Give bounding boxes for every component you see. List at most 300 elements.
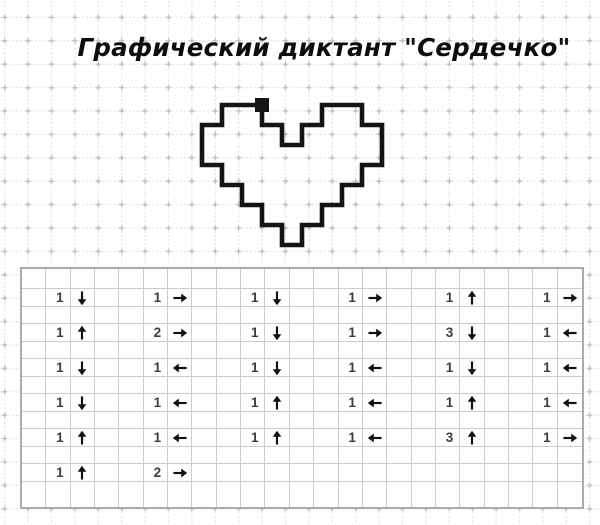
table-cell <box>558 342 582 359</box>
table-cell <box>119 342 143 359</box>
step-direction <box>558 394 582 412</box>
table-cell <box>119 359 143 377</box>
table-cell <box>192 289 216 307</box>
table-cell <box>363 447 387 464</box>
table-cell <box>71 482 95 507</box>
table-cell <box>485 324 509 342</box>
table-cell <box>95 269 119 289</box>
table-cell <box>217 342 241 359</box>
table-cell <box>339 342 363 359</box>
table-cell <box>144 412 168 429</box>
table-cell <box>265 307 289 324</box>
table-cell <box>168 269 192 289</box>
table-cell <box>436 269 460 289</box>
step-count: 1 <box>533 394 557 412</box>
table-cell <box>363 342 387 359</box>
table-cell <box>265 269 289 289</box>
table-cell <box>314 464 338 482</box>
table-cell <box>217 324 241 342</box>
table-cell <box>144 377 168 394</box>
table-cell <box>485 394 509 412</box>
table-cell <box>558 269 582 289</box>
table-cell <box>339 412 363 429</box>
table-cell <box>290 324 314 342</box>
step-count: 1 <box>241 324 265 342</box>
arrow-up-icon <box>464 430 480 446</box>
table-cell <box>485 289 509 307</box>
table-cell <box>144 307 168 324</box>
table-cell <box>412 342 436 359</box>
table-cell <box>217 269 241 289</box>
step-direction <box>363 359 387 377</box>
table-cell <box>192 342 216 359</box>
table-cell <box>265 342 289 359</box>
table-cell <box>363 269 387 289</box>
table-cell <box>217 429 241 447</box>
step-count: 1 <box>241 394 265 412</box>
step-count: 2 <box>144 464 168 482</box>
table-cell <box>485 359 509 377</box>
step-count: 1 <box>339 324 363 342</box>
step-direction <box>71 394 95 412</box>
table-cell <box>22 324 46 342</box>
table-cell <box>485 269 509 289</box>
table-cell <box>95 342 119 359</box>
table-cell <box>363 377 387 394</box>
table-cell <box>71 377 95 394</box>
table-cell <box>509 482 533 507</box>
table-cell <box>265 464 289 482</box>
table-cell <box>436 447 460 464</box>
table-cell <box>387 412 411 429</box>
table-cell <box>387 429 411 447</box>
table-cell <box>95 464 119 482</box>
table-cell <box>22 412 46 429</box>
table-cell <box>241 464 265 482</box>
table-cell <box>22 429 46 447</box>
table-cell <box>314 482 338 507</box>
table-cell <box>95 447 119 464</box>
table-cell <box>217 377 241 394</box>
table-cell <box>509 342 533 359</box>
table-cell <box>119 412 143 429</box>
table-cell <box>509 359 533 377</box>
table-cell <box>217 394 241 412</box>
step-count: 3 <box>436 324 460 342</box>
table-cell <box>314 307 338 324</box>
step-direction <box>71 359 95 377</box>
step-count: 1 <box>533 289 557 307</box>
table-cell <box>460 482 484 507</box>
step-direction <box>363 429 387 447</box>
arrow-down-icon <box>464 360 480 376</box>
step-count: 1 <box>46 429 70 447</box>
step-direction <box>71 324 95 342</box>
table-cell <box>509 447 533 464</box>
table-cell <box>533 447 557 464</box>
table-cell <box>558 447 582 464</box>
table-cell <box>95 412 119 429</box>
table-cell <box>314 412 338 429</box>
table-cell <box>95 307 119 324</box>
table-cell <box>412 482 436 507</box>
step-direction <box>168 394 192 412</box>
arrow-left-icon <box>562 325 578 341</box>
table-cell <box>314 359 338 377</box>
step-direction <box>558 429 582 447</box>
table-cell <box>436 342 460 359</box>
table-cell <box>339 447 363 464</box>
step-direction <box>265 359 289 377</box>
table-cell <box>265 447 289 464</box>
table-cell <box>485 412 509 429</box>
step-direction <box>71 464 95 482</box>
table-cell <box>363 464 387 482</box>
step-direction <box>460 324 484 342</box>
table-cell <box>290 289 314 307</box>
table-cell <box>192 412 216 429</box>
table-cell <box>412 289 436 307</box>
table-cell <box>387 289 411 307</box>
table-cell <box>314 377 338 394</box>
table-cell <box>387 482 411 507</box>
step-count: 1 <box>144 359 168 377</box>
instruction-table <box>20 267 584 509</box>
table-cell <box>46 342 70 359</box>
table-cell <box>192 269 216 289</box>
table-cell <box>192 324 216 342</box>
table-cell <box>412 464 436 482</box>
step-direction <box>71 289 95 307</box>
table-cell <box>412 269 436 289</box>
table-cell <box>387 464 411 482</box>
arrow-right-icon <box>172 465 188 481</box>
table-cell <box>95 359 119 377</box>
arrow-down-icon <box>74 290 90 306</box>
step-direction <box>265 394 289 412</box>
step-direction <box>168 359 192 377</box>
table-cell <box>387 359 411 377</box>
table-cell <box>339 464 363 482</box>
arrow-down-icon <box>74 395 90 411</box>
table-cell <box>119 289 143 307</box>
table-cell <box>22 377 46 394</box>
step-count: 3 <box>436 429 460 447</box>
arrow-left-icon <box>562 395 578 411</box>
table-cell <box>363 307 387 324</box>
step-count: 1 <box>339 359 363 377</box>
table-cell <box>363 482 387 507</box>
table-cell <box>119 377 143 394</box>
table-cell <box>290 359 314 377</box>
table-cell <box>290 447 314 464</box>
table-cell <box>168 377 192 394</box>
table-cell <box>192 429 216 447</box>
table-cell <box>95 289 119 307</box>
step-direction <box>460 429 484 447</box>
arrow-up-icon <box>269 430 285 446</box>
table-cell <box>290 482 314 507</box>
table-cell <box>460 464 484 482</box>
step-direction <box>363 289 387 307</box>
table-cell <box>314 447 338 464</box>
step-count: 1 <box>144 429 168 447</box>
table-cell <box>558 412 582 429</box>
table-cell <box>509 464 533 482</box>
table-cell <box>485 342 509 359</box>
table-cell <box>460 269 484 289</box>
table-cell <box>95 394 119 412</box>
step-count: 1 <box>436 359 460 377</box>
table-cell <box>119 269 143 289</box>
table-cell <box>339 269 363 289</box>
arrow-left-icon <box>172 395 188 411</box>
table-cell <box>290 377 314 394</box>
table-cell <box>119 464 143 482</box>
table-cell <box>290 412 314 429</box>
table-cell <box>509 429 533 447</box>
table-cell <box>339 482 363 507</box>
table-cell <box>363 412 387 429</box>
arrow-right-icon <box>367 290 383 306</box>
table-cell <box>22 464 46 482</box>
arrow-right-icon <box>367 325 383 341</box>
table-cell <box>485 307 509 324</box>
table-cell <box>217 464 241 482</box>
step-count: 1 <box>339 429 363 447</box>
table-cell <box>412 359 436 377</box>
arrow-up-icon <box>464 395 480 411</box>
table-cell <box>95 324 119 342</box>
arrow-right-icon <box>562 290 578 306</box>
table-cell <box>119 429 143 447</box>
table-cell <box>241 269 265 289</box>
step-direction <box>558 289 582 307</box>
table-cell <box>241 342 265 359</box>
table-cell <box>558 482 582 507</box>
step-direction <box>460 359 484 377</box>
table-cell <box>339 307 363 324</box>
table-cell <box>509 324 533 342</box>
table-cell <box>314 429 338 447</box>
table-cell <box>290 464 314 482</box>
table-cell <box>119 394 143 412</box>
heart-outline <box>202 105 382 245</box>
table-cell <box>217 412 241 429</box>
table-cell <box>265 412 289 429</box>
arrow-down-icon <box>269 360 285 376</box>
step-count: 1 <box>144 394 168 412</box>
step-direction <box>363 394 387 412</box>
table-cell <box>533 482 557 507</box>
table-cell <box>412 377 436 394</box>
table-cell <box>22 289 46 307</box>
table-cell <box>22 482 46 507</box>
arrow-down-icon <box>464 325 480 341</box>
step-count: 1 <box>46 324 70 342</box>
table-cell <box>95 429 119 447</box>
table-cell <box>71 307 95 324</box>
table-cell <box>168 412 192 429</box>
table-cell <box>290 342 314 359</box>
step-count: 1 <box>144 289 168 307</box>
step-count: 1 <box>436 394 460 412</box>
table-cell <box>314 269 338 289</box>
step-count: 1 <box>46 394 70 412</box>
table-cell <box>509 412 533 429</box>
table-cell <box>217 289 241 307</box>
arrow-left-icon <box>367 430 383 446</box>
table-cell <box>509 394 533 412</box>
step-count: 1 <box>533 429 557 447</box>
table-cell <box>217 359 241 377</box>
arrow-left-icon <box>367 360 383 376</box>
start-point-marker <box>255 98 269 112</box>
table-cell <box>387 324 411 342</box>
arrow-left-icon <box>172 430 188 446</box>
table-cell <box>290 269 314 289</box>
table-cell <box>558 464 582 482</box>
arrow-up-icon <box>269 395 285 411</box>
table-cell <box>533 464 557 482</box>
table-cell <box>412 429 436 447</box>
table-cell <box>314 289 338 307</box>
step-count: 1 <box>436 289 460 307</box>
step-count: 1 <box>241 429 265 447</box>
table-cell <box>533 342 557 359</box>
table-cell <box>192 377 216 394</box>
table-cell <box>387 377 411 394</box>
table-cell <box>387 394 411 412</box>
table-cell <box>412 394 436 412</box>
table-cell <box>509 307 533 324</box>
table-cell <box>436 482 460 507</box>
table-cell <box>436 464 460 482</box>
table-cell <box>460 447 484 464</box>
step-direction <box>558 324 582 342</box>
arrow-right-icon <box>562 430 578 446</box>
table-cell <box>533 307 557 324</box>
table-cell <box>22 307 46 324</box>
arrow-up-icon <box>74 325 90 341</box>
table-cell <box>290 394 314 412</box>
table-cell <box>533 377 557 394</box>
step-direction <box>168 324 192 342</box>
table-cell <box>485 429 509 447</box>
table-cell <box>533 269 557 289</box>
table-cell <box>241 482 265 507</box>
table-cell <box>241 377 265 394</box>
table-cell <box>119 324 143 342</box>
table-cell <box>168 482 192 507</box>
table-cell <box>436 377 460 394</box>
table-cell <box>265 377 289 394</box>
arrow-left-icon <box>562 360 578 376</box>
table-cell <box>460 307 484 324</box>
arrow-down-icon <box>74 360 90 376</box>
table-cell <box>144 482 168 507</box>
step-direction <box>363 324 387 342</box>
table-cell <box>192 359 216 377</box>
arrow-down-icon <box>269 325 285 341</box>
table-cell <box>168 447 192 464</box>
table-cell <box>460 377 484 394</box>
step-direction <box>558 359 582 377</box>
table-cell <box>71 342 95 359</box>
table-cell <box>436 412 460 429</box>
table-cell <box>168 307 192 324</box>
table-cell <box>509 377 533 394</box>
page-title: Графический диктант "Сердечко" <box>77 33 571 62</box>
step-count: 1 <box>46 464 70 482</box>
table-cell <box>485 377 509 394</box>
arrow-up-icon <box>464 290 480 306</box>
step-direction <box>460 289 484 307</box>
table-cell <box>46 307 70 324</box>
step-count: 1 <box>339 394 363 412</box>
table-cell <box>485 447 509 464</box>
table-cell <box>71 269 95 289</box>
step-direction <box>168 429 192 447</box>
table-cell <box>460 342 484 359</box>
table-cell <box>144 269 168 289</box>
table-cell <box>192 307 216 324</box>
table-cell <box>290 429 314 447</box>
arrow-down-icon <box>269 290 285 306</box>
table-cell <box>22 269 46 289</box>
table-cell <box>46 482 70 507</box>
table-cell <box>412 307 436 324</box>
table-cell <box>265 482 289 507</box>
table-cell <box>314 324 338 342</box>
table-cell <box>509 269 533 289</box>
table-cell <box>558 377 582 394</box>
table-cell <box>339 377 363 394</box>
table-cell <box>436 307 460 324</box>
arrow-right-icon <box>172 325 188 341</box>
table-cell <box>217 307 241 324</box>
step-direction <box>71 429 95 447</box>
table-cell <box>412 447 436 464</box>
table-cell <box>314 394 338 412</box>
table-cell <box>314 342 338 359</box>
step-count: 2 <box>144 324 168 342</box>
step-direction <box>265 289 289 307</box>
table-cell <box>144 447 168 464</box>
table-cell <box>168 342 192 359</box>
step-count: 1 <box>46 289 70 307</box>
table-cell <box>46 447 70 464</box>
table-cell <box>192 394 216 412</box>
arrow-left-icon <box>172 360 188 376</box>
table-cell <box>192 482 216 507</box>
step-count: 1 <box>241 359 265 377</box>
arrow-left-icon <box>367 395 383 411</box>
table-cell <box>119 447 143 464</box>
table-cell <box>485 464 509 482</box>
step-count: 1 <box>46 359 70 377</box>
table-cell <box>387 342 411 359</box>
step-count: 1 <box>533 324 557 342</box>
table-cell <box>22 447 46 464</box>
table-cell <box>558 307 582 324</box>
table-cell <box>241 447 265 464</box>
table-cell <box>144 342 168 359</box>
table-cell <box>412 324 436 342</box>
table-cell <box>533 412 557 429</box>
table-cell <box>95 377 119 394</box>
table-cell <box>217 482 241 507</box>
